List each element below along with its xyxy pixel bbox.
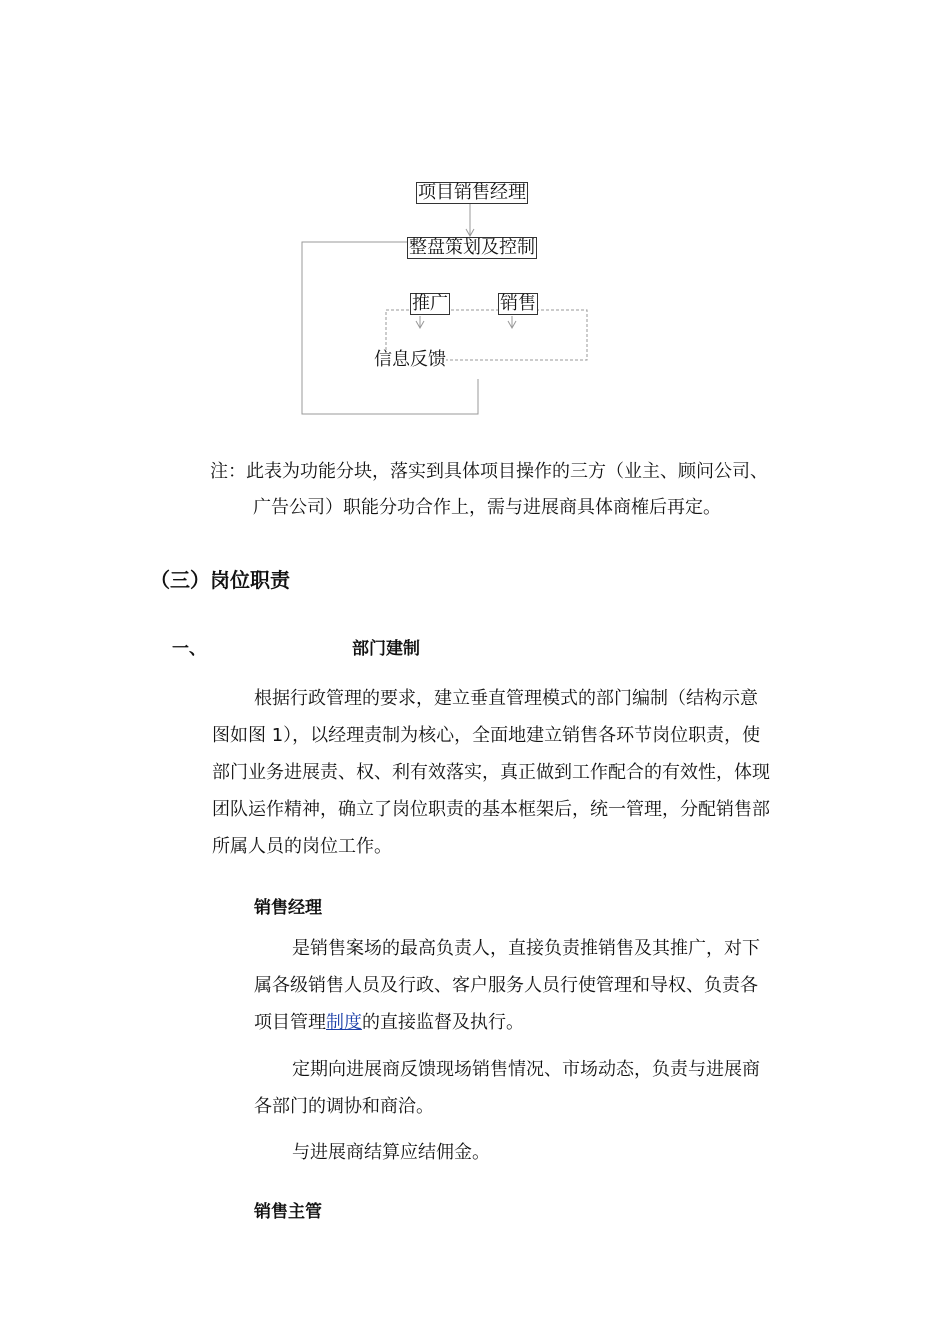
box-promotion: 推广 bbox=[412, 293, 448, 314]
sm-p1-line-2: 属各级销售人员及行政、客户服务人员行使管理和导权、负责各 bbox=[254, 975, 758, 996]
sales-manager-para-2 bbox=[254, 1051, 814, 1125]
sub-section-title: 部门建制 bbox=[352, 639, 420, 659]
dept-line-2: 图如图 1），以经理责制为核心，全面地建立销售各环节岗位职责，使 bbox=[212, 725, 761, 746]
feedback-loop-line bbox=[302, 242, 478, 414]
sales-manager-para-1 bbox=[254, 930, 814, 1041]
sm-p1-line-3 bbox=[254, 1004, 814, 1041]
dept-line-4: 团队运作精神，确立了岗位职责的基本框架后，统一管理，分配销售部 bbox=[212, 799, 770, 820]
sales-supervisor-title: 销售主管 bbox=[254, 1202, 322, 1222]
box-project-sales-manager: 项目销售经理 bbox=[418, 182, 526, 203]
sales-manager-title: 销售经理 bbox=[254, 898, 322, 918]
box-overall-planning-control: 整盘策划及控制 bbox=[409, 237, 535, 258]
dept-paragraph bbox=[212, 680, 812, 865]
sub-section-number: 一、 bbox=[172, 639, 206, 659]
section-title: （三）岗位职责 bbox=[150, 568, 290, 592]
sm-p2-line-2: 各部门的调协和商洽。 bbox=[254, 1096, 434, 1117]
system-link[interactable]: 制度 bbox=[326, 1012, 362, 1033]
sm-p1-line-1: 是销售案场的最高负责人，直接负责推销售及其推广，对下 bbox=[292, 938, 760, 959]
box-sales: 销售 bbox=[500, 293, 536, 314]
dept-line-5: 所属人员的岗位工作。 bbox=[212, 836, 392, 857]
sm-p1-line-3-before: 项目管理 bbox=[254, 1012, 326, 1033]
sm-p2-line-1: 定期向进展商反馈现场销售情况、市场动态，负责与进展商 bbox=[292, 1059, 760, 1080]
note-line-1: 注：此表为功能分块，落实到具体项目操作的三方（业主、顾问公司、 bbox=[210, 461, 768, 482]
sm-p1-line-3-after: 的直接监督及执行。 bbox=[362, 1012, 524, 1033]
dept-line-3: 部门业务进展责、权、利有效落实，真正做到工作配合的有效性，体现 bbox=[212, 762, 770, 783]
org-flow-diagram bbox=[0, 0, 950, 430]
dept-line-1: 根据行政管理的要求，建立垂直管理模式的部门编制（结构示意 bbox=[254, 688, 758, 709]
note-line-2: 广告公司）职能分功合作上，需与进展商具体商榷后再定。 bbox=[253, 497, 721, 518]
label-info-feedback: 信息反馈 bbox=[374, 349, 446, 370]
sm-p3: 与进展商结算应结佣金。 bbox=[292, 1142, 490, 1163]
